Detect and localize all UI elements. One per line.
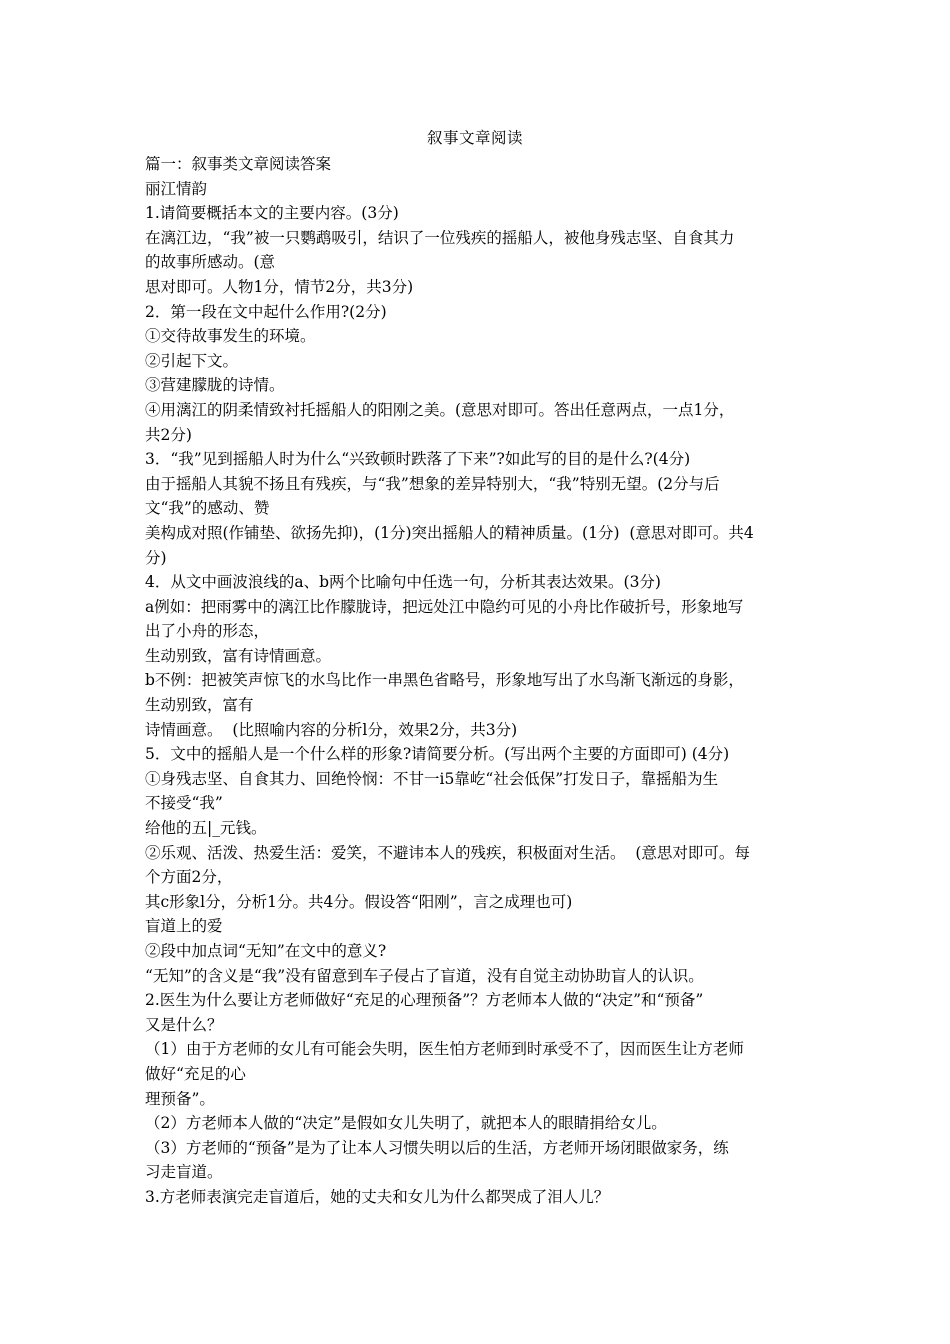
text-line: 出了小舟的形态， — [145, 622, 270, 641]
text-line: 思对即可。人物1分，情节2分，共3分) — [145, 277, 414, 296]
text-line: 5．文中的摇船人是一个什么样的形象?请简要分析。(写出两个主要的方面即可) (4分) — [145, 745, 730, 764]
text-line: ②乐观、活泼、热爱生活：爱笑，不避讳本人的残疾，积极面对生活。 (意思对即可。每 — [145, 843, 750, 862]
text-line: ③营建朦胧的诗情。 — [145, 376, 285, 395]
text-line: 4．从文中画波浪线的a、b两个比喻句中任选一句，分析其表达效果。(3分) — [145, 573, 661, 592]
text-line: 3.方老师表演完走盲道后，她的丈夫和女儿为什么都哭成了泪人儿？ — [145, 1187, 610, 1206]
text-line: 诗情画意。 (比照喻内容的分析l分，效果2分，共3分) — [145, 720, 518, 739]
text-line: 其c形象l分，分析1分。共4分。假设答“阳刚”，言之成理也可) — [145, 892, 573, 911]
text-line: 生动别致，富有诗情画意。 — [145, 646, 332, 665]
text-line: ④用漓江的阴柔情致衬托摇船人的阳刚之美。(意思对即可。答出任意两点，一点1分， — [145, 400, 735, 419]
text-line: 盲道上的爱 — [145, 917, 223, 936]
text-line: 给他的五|_元钱。 — [145, 819, 267, 838]
text-line: 不接受“我” — [145, 794, 223, 813]
text-line: 理预备”。 — [145, 1089, 215, 1108]
text-line: 2．第一段在文中起什么作用?(2分) — [145, 302, 387, 321]
text-line: 个方面2分， — [145, 868, 233, 887]
document-body — [145, 152, 810, 1210]
text-line: 共2分) — [145, 425, 192, 444]
text-line: 篇一：叙事类文章阅读答案 — [145, 155, 332, 173]
text-line: 1.请简要概括本文的主要内容。(3分) — [145, 204, 399, 223]
text-line: （3）方老师的“预备”是为了让本人习惯失明以后的生活，方老师开场闭眼做家务，练 — [145, 1138, 729, 1157]
text-line: 生动别致，富有 — [145, 696, 254, 715]
text-line: 又是什么？ — [145, 1015, 223, 1034]
text-line: ①身残志坚、自食其力、回绝怜悯：不甘一i5靠屹“社会低保”打发日子，靠摇船为生 — [145, 769, 719, 788]
document-title: 叙事文章阅读 — [426, 129, 523, 147]
text-line: “无知”的含义是“我”没有留意到车子侵占了盲道，没有自觉主动协助盲人的认识。 — [145, 966, 704, 985]
text-line: b不例：把被笑声惊飞的水鸟比作一串黑色省略号，形象地写出了水鸟渐飞渐远的身影， — [145, 671, 744, 690]
text-line: a例如：把雨雾中的漓江比作朦胧诗，把远处江中隐约可见的小舟比作破折号，形象地写 — [145, 597, 744, 616]
text-line: 文“我”的感动、赞 — [145, 499, 270, 518]
text-line: 美构成对照(作铺垫、欲扬先抑)，(1分)突出摇船人的精神质量。(1分) (意思对即可。共4 — [145, 523, 754, 542]
text-line: （1）由于方老师的女儿有可能会失明，医生怕方老师到时承受不了，因而医生让方老师 — [145, 1040, 744, 1059]
text-line: 3．“我”见到摇船人时为什么“兴致顿时跌落了下来”?如此写的目的是什么?(4分) — [145, 450, 691, 469]
text-line: 做好“充足的心 — [145, 1064, 246, 1083]
text-line: 习走盲道。 — [145, 1163, 223, 1182]
text-line: 2.医生为什么要让方老师做好“充足的心理预备”？方老师本人做的“决定”和“预备” — [145, 991, 704, 1010]
text-line: 分) — [145, 548, 167, 567]
text-line: 丽江情韵 — [145, 179, 208, 198]
text-line: ②引起下文。 — [145, 351, 239, 370]
text-line: ①交待故事发生的环境。 — [145, 327, 316, 346]
text-line: 在漓江边，“我”被一只鹦鹉吸引，结识了一位残疾的摇船人，被他身残志坚、自食其力 — [145, 228, 735, 247]
text-line: 由于摇船人其貌不扬且有残疾，与“我”想象的差异特别大，“我”特别无望。(2分与后 — [145, 474, 720, 493]
text-line: ②段中加点词“无知”在文中的意义? — [145, 942, 387, 960]
text-line: 的故事所感动。(意 — [145, 253, 276, 272]
text-line: （2）方老师本人做的“决定”是假如女儿失明了，就把本人的眼睛捐给女儿。 — [145, 1114, 667, 1133]
